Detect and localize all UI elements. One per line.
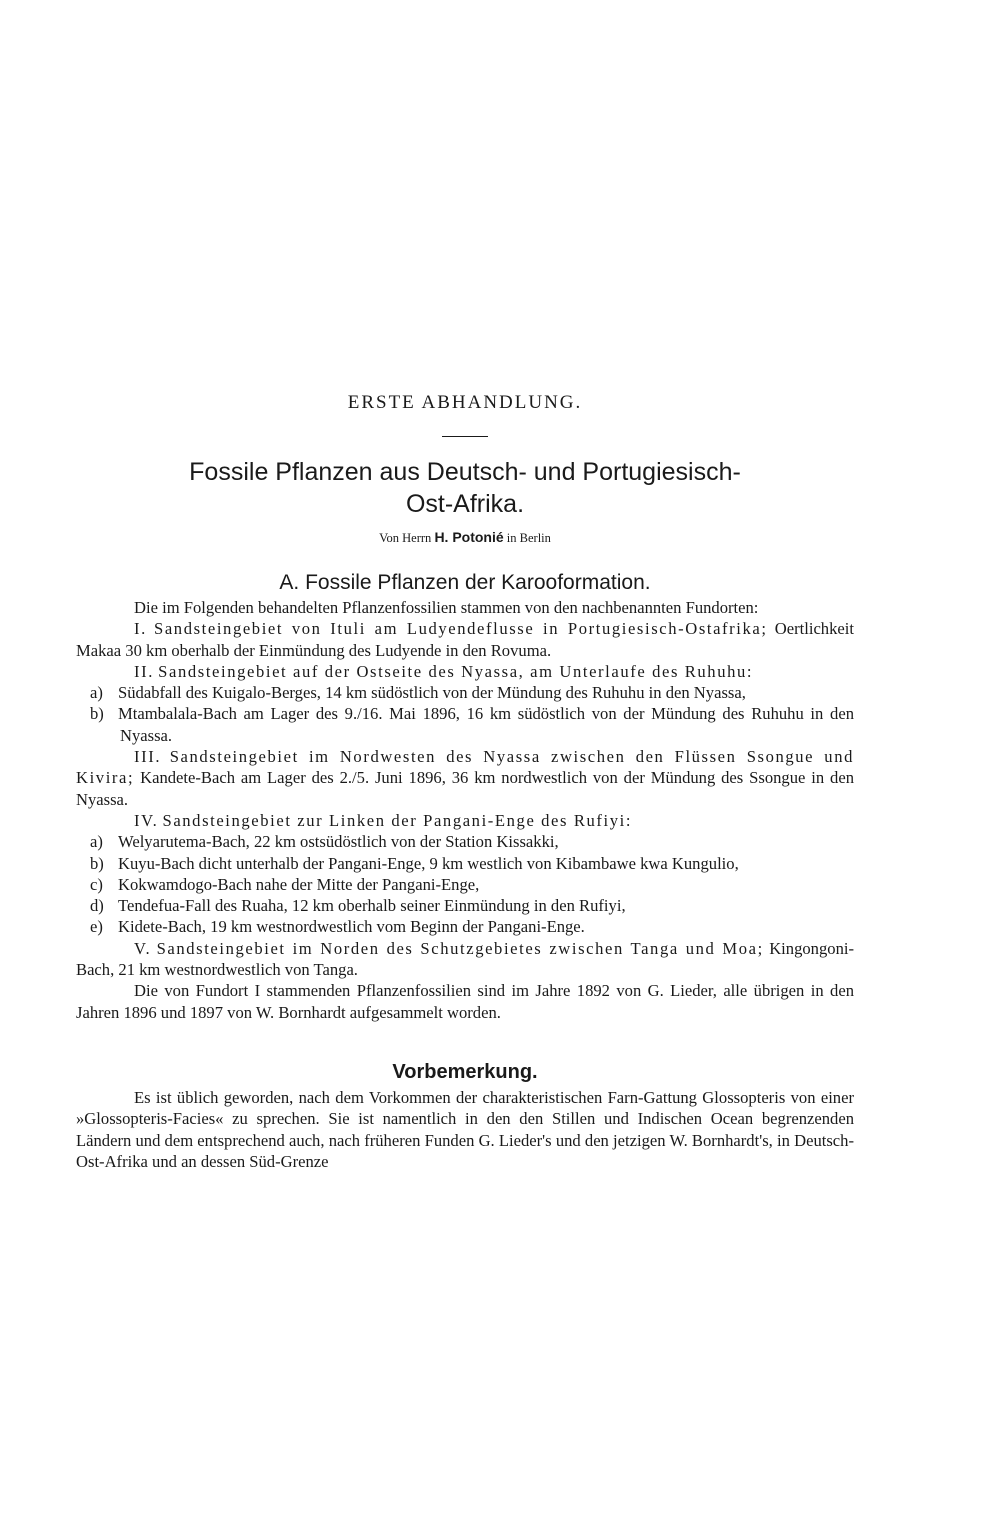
text-column (76, 388, 854, 1172)
title-rule (442, 436, 488, 437)
sub-locality-4a (76, 831, 854, 852)
article-title (76, 456, 854, 520)
sub-text: Kokwamdogo-Bach nahe der Mitte der Pangani-Enge, (118, 874, 480, 894)
locality-name: Sandsteingebiet auf der Ostseite des Nyassa, am Unterlaufe des Ruhuhu: (158, 661, 754, 681)
preliminary-remark-body (76, 1087, 854, 1172)
sub-locality-4b (76, 853, 854, 874)
sub-text: Mtambalala-Bach am Lager des 9./16. Mai 1896, 16 km südöstlich von der Mündung des Ruhuhu in den Nyassa. (118, 704, 854, 745)
preliminary-remark-paragraph: Es ist üblich geworden, nach dem Vorkommen der charakteristischen Farn-Gattung Glossopteris von einer »Glossopteris-Facies« zu sprechen. Sie ist namentlich in den den Stillen und Indischen Ocean begrenzenden Ländern und dem entsprechend auch, nach früheren Funden G. Lieder's und den jetzigen W. Bornhardt's, in Deutsch-Ost-Afrika und an dessen Süd-Grenze (76, 1087, 854, 1171)
locality-numeral: III. (134, 747, 162, 767)
locality-name: Sandsteingebiet im Nordwesten des Nyassa zwischen den Flüssen Ssongue und Kivira; (76, 747, 854, 788)
locality-name: Sandsteingebiet zur Linken der Pangani-Enge des Rufiyi: (162, 810, 633, 830)
locality-name: Sandsteingebiet im Norden des Schutzgebietes zwischen Tanga und Moa; (156, 938, 764, 958)
section-a-body (76, 597, 854, 1023)
locality-2 (76, 661, 854, 682)
author-name: H. Potonié (434, 529, 504, 545)
collection-paragraph: Die von Fundort I stammenden Pflanzenfossilien sind im Jahre 1892 von G. Lieder, alle übrigen in den Jahren 1896 und 1897 von W. Bornhardt aufgesammelt worden. (76, 981, 854, 1022)
intro-paragraph: Die im Folgenden behandelten Pflanzenfossilien stammen von den nachbenannten Fundorten: (134, 598, 759, 617)
treatise-label: ERSTE ABHANDLUNG. (347, 392, 583, 413)
sub-locality-2a (76, 682, 854, 703)
locality-1 (76, 618, 854, 661)
locality-detail: Oertlichkeit Makaa 30 km oberhalb der Einmündung des Ludyende in den Rovuma. (76, 619, 854, 660)
locality-numeral: II. (134, 661, 155, 681)
sub-label: a) (90, 683, 103, 703)
sub-label: c) (90, 874, 103, 894)
sub-text: Kuyu-Bach dicht unterhalb der Pangani-Enge, 9 km westlich von Kibambawe kwa Kungulio, (118, 853, 739, 873)
author-byline (76, 527, 854, 547)
locality-4 (76, 810, 854, 831)
locality-numeral: V. (134, 938, 152, 958)
sub-locality-4c (76, 874, 854, 895)
sub-label: e) (90, 917, 103, 937)
locality-detail: Kingongoni-Bach, 21 km westnordwestlich von Tanga. (76, 938, 854, 980)
sub-text: Welyarutema-Bach, 22 km ostsüdöstlich von der Station Kissakki, (118, 832, 559, 852)
locality-5 (76, 938, 854, 981)
sub-label: d) (90, 896, 104, 916)
sub-locality-4e (76, 916, 854, 937)
locality-detail: Kandete-Bach am Lager des 2./5. Juni 1896, 36 km nordwestlich von der Mündung des Ssongue in den Nyassa. (76, 768, 854, 809)
sub-label: a) (90, 832, 103, 852)
locality-3 (76, 746, 854, 810)
section-a-heading: A. Fossile Pflanzen der Karooformation. (279, 571, 651, 594)
locality-numeral: I. (134, 619, 147, 639)
sub-text: Tendefua-Fall des Ruaha, 12 km oberhalb seiner Einmündung in den Rufiyi, (118, 896, 626, 916)
byline-prefix: Von Herrn (379, 531, 432, 545)
locality-numeral: IV. (134, 810, 159, 830)
byline-location: in Berlin (506, 531, 551, 545)
sub-locality-4d (76, 895, 854, 916)
locality-name: Sandsteingebiet von Ituli am Ludyendeflusse in Portugiesisch-Ostafrika; (154, 619, 768, 639)
sub-text: Südabfall des Kuigalo-Berges, 14 km südöstlich von der Mündung des Ruhuhu in den Nyassa, (118, 683, 746, 703)
preliminary-remark-heading: Vorbemerkung. (392, 1060, 538, 1083)
sub-label: b) (90, 853, 104, 873)
article-title-line-2: Ost-Afrika. (405, 490, 525, 518)
sub-text: Kidete-Bach, 19 km westnordwestlich vom Beginn der Pangani-Enge. (118, 917, 585, 937)
article-title-line-1: Fossile Pflanzen aus Deutsch- und Portugiesisch- (189, 458, 741, 486)
sub-locality-2b (76, 703, 854, 746)
sub-label: b) (90, 704, 104, 724)
